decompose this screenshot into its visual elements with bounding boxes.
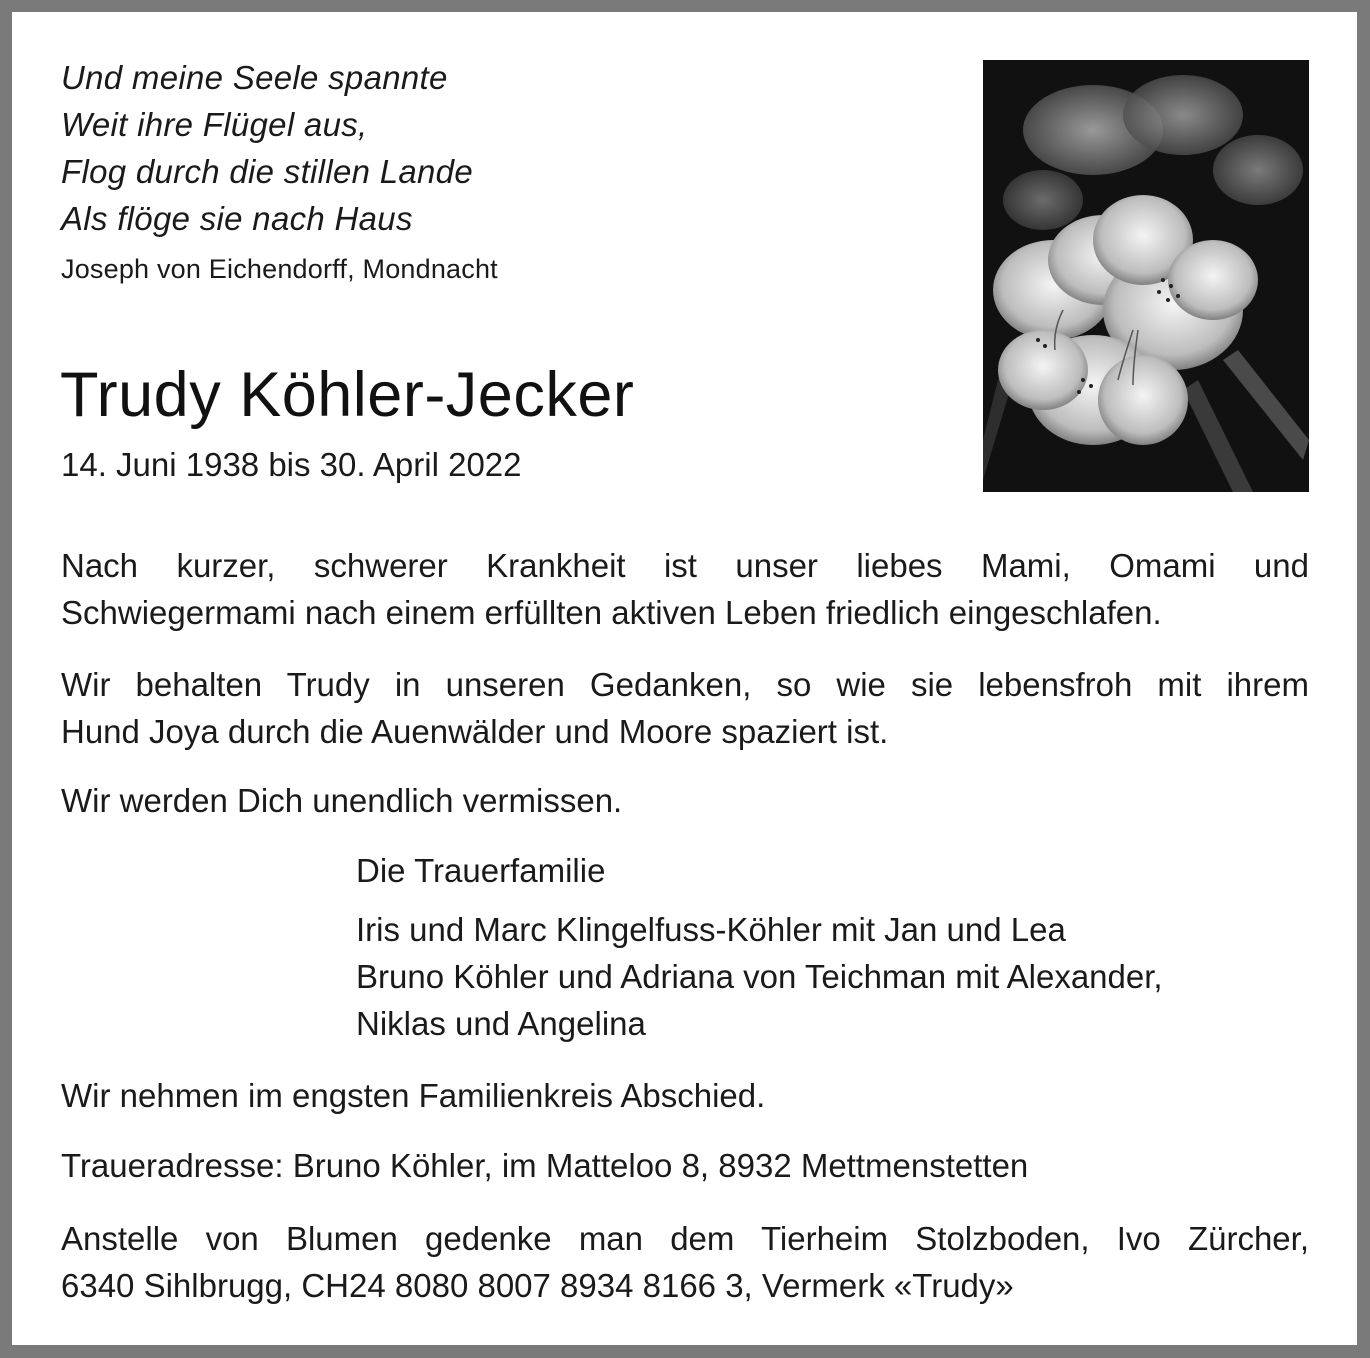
donation-note	[61, 1215, 1309, 1309]
family-line: Bruno Köhler und Adriana von Teichman mit Alexander,	[356, 958, 1163, 995]
family-line: Iris und Marc Klingelfuss-Köhler mit Jan und Lea	[356, 911, 1066, 948]
farewell-note	[61, 1072, 1309, 1119]
paragraph-illness	[61, 542, 1309, 636]
mourning-address	[61, 1142, 1309, 1189]
family-heading: Die Trauerfamilie	[356, 852, 606, 889]
life-dates: 14. Juni 1938 bis 30. April 2022	[61, 446, 522, 483]
paragraph-line: Wir werden Dich unendlich vermissen.	[61, 782, 623, 819]
paragraph-line: Hund Joya durch die Auenwälder und Moore spaziert ist.	[61, 713, 889, 750]
paragraph-memory	[61, 661, 1309, 755]
paragraph-miss	[61, 777, 1309, 824]
family-list	[356, 906, 1163, 1047]
paragraph-line: Anstelle von Blumen gedenke man dem Tierheim Stolzboden, Ivo Zürcher,	[61, 1220, 1309, 1257]
poem-line: Weit ihre Flügel aus,	[61, 106, 368, 143]
obituary-card	[12, 12, 1357, 1345]
paragraph-line: Wir behalten Trudy in unseren Gedanken, so wie sie lebensfroh mit ihrem	[61, 666, 1309, 703]
paragraph-line: Schwiegermami nach einem erfüllten aktiven Leben friedlich eingeschlafen.	[61, 594, 1162, 631]
poem-source: Joseph von Eichendorff, Mondnacht	[61, 254, 498, 284]
poem-line: Als flöge sie nach Haus	[61, 200, 413, 237]
paragraph-line: Traueradresse: Bruno Köhler, im Matteloo 8, 8932 Mettmenstetten	[61, 1147, 1029, 1184]
paragraph-line: 6340 Sihlbrugg, CH24 8080 8007 8934 8166 3, Vermerk «Trudy»	[61, 1267, 1014, 1304]
poem	[61, 54, 473, 242]
poem-line: Und meine Seele spannte	[61, 59, 448, 96]
family-line: Niklas und Angelina	[356, 1005, 646, 1042]
paragraph-line: Nach kurzer, schwerer Krankheit ist unser liebes Mami, Omami und	[61, 547, 1309, 584]
rhododendron-flower-icon	[983, 60, 1309, 492]
paragraph-line: Wir nehmen im engsten Familienkreis Abschied.	[61, 1077, 766, 1114]
poem-line: Flog durch die stillen Lande	[61, 153, 473, 190]
flower-photo	[983, 60, 1309, 492]
deceased-name: Trudy Köhler-Jecker	[60, 360, 635, 430]
